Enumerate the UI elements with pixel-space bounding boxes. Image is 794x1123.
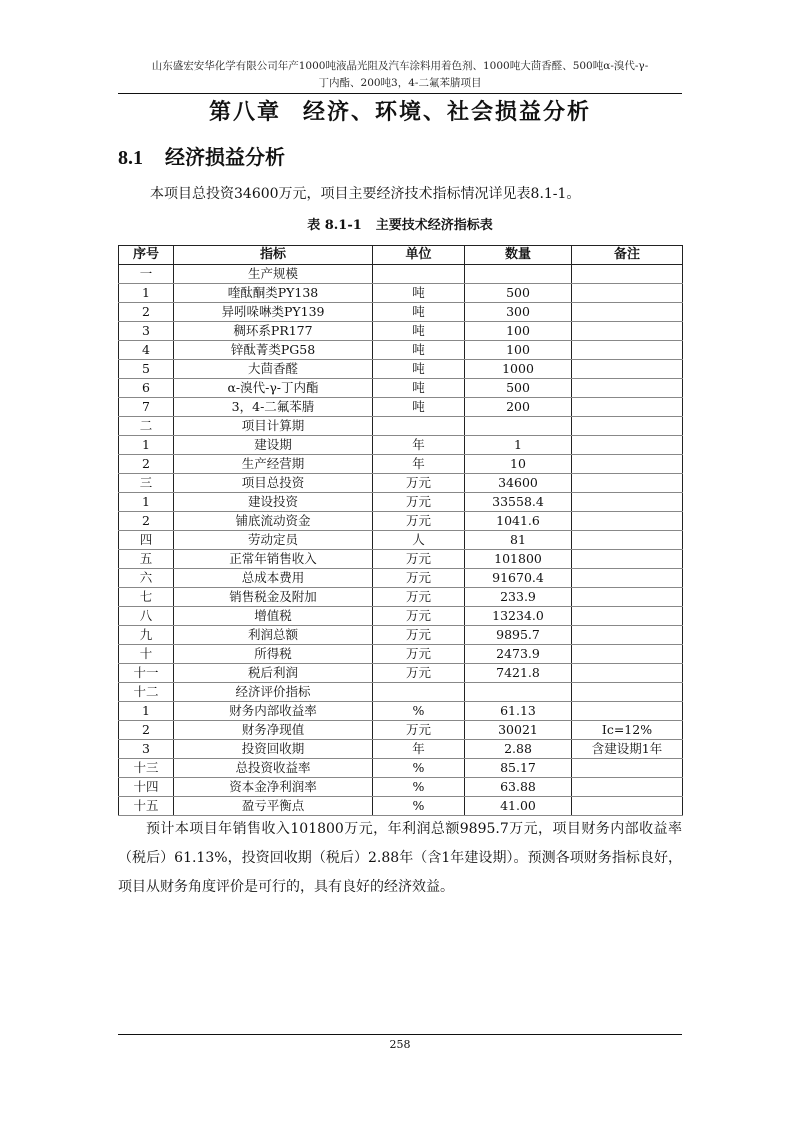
cell-serial: 3 xyxy=(119,740,174,759)
cell-indicator: 锌酞菁类PG58 xyxy=(174,341,373,360)
cell-indicator: 异吲哚啉类PY139 xyxy=(174,303,373,322)
cell-quantity: 500 xyxy=(465,379,572,398)
cell-unit: 万元 xyxy=(373,550,465,569)
cell-unit: 年 xyxy=(373,740,465,759)
cell-remarks xyxy=(572,379,683,398)
cell-quantity: 1 xyxy=(465,436,572,455)
intro-paragraph: 本项目总投资34600万元，项目主要经济技术指标情况详见表8.1-1。 xyxy=(150,186,581,202)
cell-quantity: 2.88 xyxy=(465,740,572,759)
cell-quantity xyxy=(465,265,572,284)
cell-quantity: 91670.4 xyxy=(465,569,572,588)
table-caption-title: 主要技术经济指标表 xyxy=(375,218,493,233)
table-row xyxy=(119,626,683,645)
cell-serial: 十二 xyxy=(119,683,174,702)
cell-quantity: 85.17 xyxy=(465,759,572,778)
table-row xyxy=(119,303,683,322)
cell-remarks xyxy=(572,702,683,721)
cell-remarks xyxy=(572,778,683,797)
table-row xyxy=(119,493,683,512)
cell-unit: 吨 xyxy=(373,322,465,341)
cell-indicator: 利润总额 xyxy=(174,626,373,645)
cell-remarks xyxy=(572,360,683,379)
cell-indicator: 总成本费用 xyxy=(174,569,373,588)
cell-serial: 6 xyxy=(119,379,174,398)
cell-quantity: 41.00 xyxy=(465,797,572,816)
cell-remarks xyxy=(572,759,683,778)
cell-indicator: α-溴代-γ-丁内酯 xyxy=(174,379,373,398)
running-header xyxy=(118,58,682,92)
table-row xyxy=(119,740,683,759)
cell-remarks xyxy=(572,303,683,322)
table-row xyxy=(119,398,683,417)
cell-serial: 2 xyxy=(119,721,174,740)
cell-quantity: 30021 xyxy=(465,721,572,740)
cell-serial: 1 xyxy=(119,702,174,721)
cell-indicator: 生产经营期 xyxy=(174,455,373,474)
cell-quantity: 9895.7 xyxy=(465,626,572,645)
cell-unit: 人 xyxy=(373,531,465,550)
cell-remarks xyxy=(572,588,683,607)
table-row xyxy=(119,550,683,569)
table-row xyxy=(119,721,683,740)
table-row xyxy=(119,778,683,797)
cell-unit: 年 xyxy=(373,455,465,474)
chapter-heading: 经济、环境、社会损益分析 xyxy=(303,99,592,125)
header-remarks: 备注 xyxy=(572,246,683,265)
table-header-row xyxy=(119,246,683,265)
cell-unit: 万元 xyxy=(373,645,465,664)
table-row xyxy=(119,759,683,778)
table-row xyxy=(119,588,683,607)
cell-remarks xyxy=(572,664,683,683)
table-row xyxy=(119,702,683,721)
cell-serial: 六 xyxy=(119,569,174,588)
cell-unit: 万元 xyxy=(373,607,465,626)
header-rule xyxy=(118,93,682,94)
running-header-line-1: 山东盛宏安华化学有限公司年产1000吨液晶光阻及汽车涂料用着色剂、1000吨大茴香醛、500吨α-溴代-γ- xyxy=(151,60,649,72)
cell-serial: 1 xyxy=(119,436,174,455)
cell-quantity: 200 xyxy=(465,398,572,417)
table-row xyxy=(119,379,683,398)
table-row xyxy=(119,455,683,474)
cell-serial: 九 xyxy=(119,626,174,645)
cell-unit: 吨 xyxy=(373,303,465,322)
cell-serial: 十一 xyxy=(119,664,174,683)
conclusion-text: 预计本项目年销售收入101800万元，年利润总额9895.7万元，项目财务内部收益率（税后）61.13%，投资回收期（税后）2.88年（含1年建设期）。预测各项财务指标良好，项目从财务角度评价是可行的，具有良好的经济效益。 xyxy=(118,821,682,895)
table-row xyxy=(119,436,683,455)
table-row xyxy=(119,607,683,626)
cell-unit: 万元 xyxy=(373,474,465,493)
cell-remarks xyxy=(572,607,683,626)
cell-quantity: 500 xyxy=(465,284,572,303)
cell-remarks xyxy=(572,683,683,702)
cell-unit: 万元 xyxy=(373,721,465,740)
cell-quantity: 1041.6 xyxy=(465,512,572,531)
table-body xyxy=(119,265,683,816)
cell-serial: 五 xyxy=(119,550,174,569)
cell-unit xyxy=(373,417,465,436)
cell-remarks xyxy=(572,436,683,455)
cell-indicator: 大茴香醛 xyxy=(174,360,373,379)
cell-quantity: 10 xyxy=(465,455,572,474)
cell-remarks xyxy=(572,645,683,664)
table-row xyxy=(119,341,683,360)
cell-indicator: 投资回收期 xyxy=(174,740,373,759)
cell-indicator: 资本金净利润率 xyxy=(174,778,373,797)
cell-quantity: 61.13 xyxy=(465,702,572,721)
cell-serial: 八 xyxy=(119,607,174,626)
cell-indicator: 铺底流动资金 xyxy=(174,512,373,531)
running-header-line-2: 丁内酯、200吨3，4-二氟苯腈项目 xyxy=(318,77,482,89)
cell-unit: 万元 xyxy=(373,664,465,683)
table-row xyxy=(119,322,683,341)
cell-indicator: 销售税金及附加 xyxy=(174,588,373,607)
cell-indicator: 建设投资 xyxy=(174,493,373,512)
cell-remarks: 含建设期1年 xyxy=(572,740,683,759)
cell-remarks xyxy=(572,531,683,550)
table-row xyxy=(119,569,683,588)
header-indicator: 指标 xyxy=(174,246,373,265)
cell-quantity: 63.88 xyxy=(465,778,572,797)
cell-quantity: 1000 xyxy=(465,360,572,379)
cell-serial: 2 xyxy=(119,303,174,322)
section-heading: 经济损益分析 xyxy=(165,145,285,169)
cell-serial: 7 xyxy=(119,398,174,417)
cell-indicator: 3，4-二氟苯腈 xyxy=(174,398,373,417)
cell-unit: 万元 xyxy=(373,493,465,512)
table-row xyxy=(119,474,683,493)
cell-unit xyxy=(373,683,465,702)
table-row xyxy=(119,265,683,284)
cell-remarks: Ic=12% xyxy=(572,721,683,740)
section-title xyxy=(118,141,285,174)
cell-serial: 三 xyxy=(119,474,174,493)
cell-unit: 万元 xyxy=(373,588,465,607)
cell-remarks xyxy=(572,797,683,816)
cell-serial: 4 xyxy=(119,341,174,360)
cell-serial: 2 xyxy=(119,512,174,531)
cell-unit: 吨 xyxy=(373,284,465,303)
cell-unit: 吨 xyxy=(373,360,465,379)
cell-remarks xyxy=(572,569,683,588)
cell-serial: 5 xyxy=(119,360,174,379)
cell-remarks xyxy=(572,322,683,341)
cell-unit: % xyxy=(373,797,465,816)
table-caption-number: 表 8.1-1 xyxy=(307,218,362,233)
table-row xyxy=(119,683,683,702)
cell-indicator: 稠环系PR177 xyxy=(174,322,373,341)
cell-serial: 3 xyxy=(119,322,174,341)
cell-quantity: 100 xyxy=(465,341,572,360)
cell-serial: 2 xyxy=(119,455,174,474)
chapter-label: 第八章 xyxy=(208,99,281,125)
section-number: 8.1 xyxy=(118,147,143,169)
cell-unit: % xyxy=(373,759,465,778)
cell-quantity: 7421.8 xyxy=(465,664,572,683)
cell-indicator: 总投资收益率 xyxy=(174,759,373,778)
cell-serial: 二 xyxy=(119,417,174,436)
footer-rule xyxy=(118,1034,682,1035)
header-quantity: 数量 xyxy=(465,246,572,265)
cell-quantity: 300 xyxy=(465,303,572,322)
table-caption xyxy=(118,216,682,236)
cell-quantity: 100 xyxy=(465,322,572,341)
cell-serial: 四 xyxy=(119,531,174,550)
cell-quantity: 33558.4 xyxy=(465,493,572,512)
cell-remarks xyxy=(572,474,683,493)
cell-indicator: 盈亏平衡点 xyxy=(174,797,373,816)
cell-quantity xyxy=(465,683,572,702)
cell-remarks xyxy=(572,284,683,303)
cell-indicator: 生产规模 xyxy=(174,265,373,284)
cell-remarks xyxy=(572,417,683,436)
cell-serial: 十 xyxy=(119,645,174,664)
cell-unit: 万元 xyxy=(373,512,465,531)
cell-remarks xyxy=(572,398,683,417)
cell-quantity: 233.9 xyxy=(465,588,572,607)
cell-unit: 年 xyxy=(373,436,465,455)
cell-indicator: 喹酞酮类PY138 xyxy=(174,284,373,303)
cell-indicator: 劳动定员 xyxy=(174,531,373,550)
cell-remarks xyxy=(572,512,683,531)
cell-indicator: 税后利润 xyxy=(174,664,373,683)
cell-quantity: 81 xyxy=(465,531,572,550)
cell-quantity: 2473.9 xyxy=(465,645,572,664)
cell-serial: 1 xyxy=(119,284,174,303)
cell-indicator: 项目计算期 xyxy=(174,417,373,436)
page-number: 258 xyxy=(389,1038,411,1051)
table-row xyxy=(119,417,683,436)
cell-indicator: 项目总投资 xyxy=(174,474,373,493)
cell-serial: 十五 xyxy=(119,797,174,816)
table-row xyxy=(119,284,683,303)
table-row xyxy=(119,645,683,664)
conclusion-paragraph xyxy=(118,815,682,902)
cell-serial: 1 xyxy=(119,493,174,512)
cell-serial: 七 xyxy=(119,588,174,607)
cell-unit: 吨 xyxy=(373,341,465,360)
cell-quantity: 101800 xyxy=(465,550,572,569)
header-serial: 序号 xyxy=(119,246,174,265)
economic-indicators-table xyxy=(118,245,683,816)
cell-remarks xyxy=(572,550,683,569)
cell-quantity xyxy=(465,417,572,436)
cell-unit: % xyxy=(373,702,465,721)
header-unit: 单位 xyxy=(373,246,465,265)
cell-unit: 万元 xyxy=(373,626,465,645)
cell-unit: 吨 xyxy=(373,398,465,417)
cell-serial: 十四 xyxy=(119,778,174,797)
cell-indicator: 正常年销售收入 xyxy=(174,550,373,569)
cell-remarks xyxy=(572,626,683,645)
cell-unit: 吨 xyxy=(373,379,465,398)
chapter-title xyxy=(118,95,682,129)
cell-indicator: 所得税 xyxy=(174,645,373,664)
cell-quantity: 13234.0 xyxy=(465,607,572,626)
table-row xyxy=(119,512,683,531)
cell-indicator: 财务净现值 xyxy=(174,721,373,740)
cell-indicator: 增值税 xyxy=(174,607,373,626)
cell-indicator: 财务内部收益率 xyxy=(174,702,373,721)
cell-serial: 十三 xyxy=(119,759,174,778)
cell-indicator: 建设期 xyxy=(174,436,373,455)
table-row xyxy=(119,664,683,683)
cell-unit: 万元 xyxy=(373,569,465,588)
table-row xyxy=(119,797,683,816)
cell-remarks xyxy=(572,341,683,360)
cell-remarks xyxy=(572,493,683,512)
cell-unit: % xyxy=(373,778,465,797)
cell-indicator: 经济评价指标 xyxy=(174,683,373,702)
cell-quantity: 34600 xyxy=(465,474,572,493)
cell-serial: 一 xyxy=(119,265,174,284)
table-row xyxy=(119,360,683,379)
cell-remarks xyxy=(572,265,683,284)
cell-remarks xyxy=(572,455,683,474)
cell-unit xyxy=(373,265,465,284)
table-row xyxy=(119,531,683,550)
